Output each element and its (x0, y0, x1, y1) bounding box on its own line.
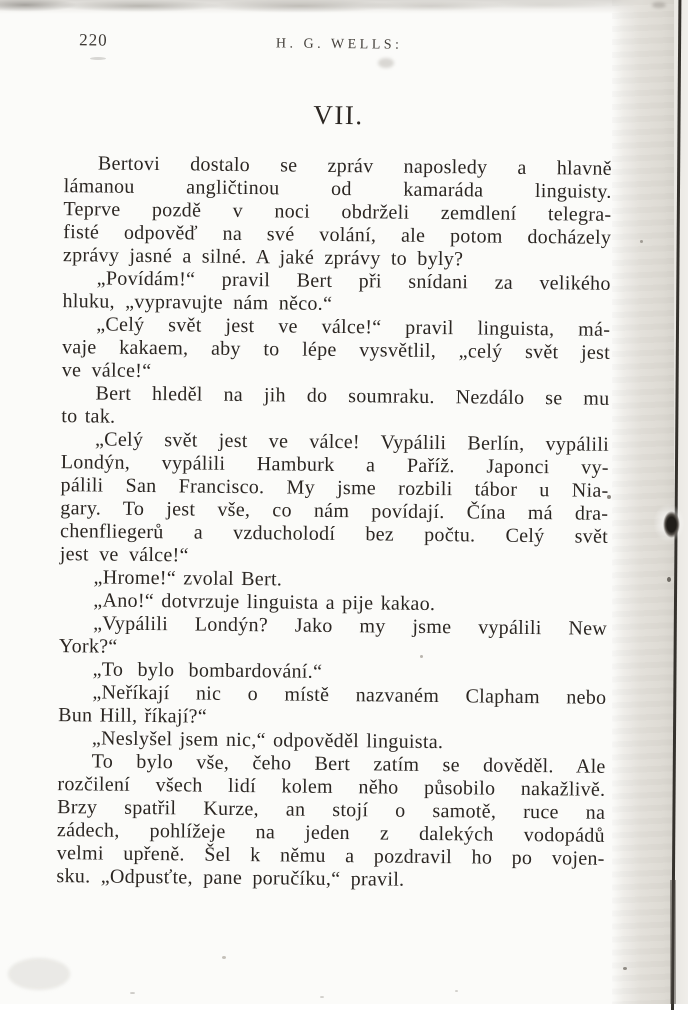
text-line: „Celý svět jest ve válce!“ pravil linguista, má- (96, 313, 611, 341)
text-line: „Neříkají nic o místě nazvaném Clapham nebo (92, 681, 607, 709)
text-line: „To bylo bombardování.“ (92, 658, 323, 683)
text-line: Bun Hill, říkají?“ (58, 704, 208, 728)
text-line: gary. To jest vše, co nám povídají. Čína má dra- (60, 497, 609, 525)
text-line: Teprve pozdě v noci obdrželi zemdlení telegra- (63, 198, 612, 226)
text-line: zádech, pohlížeje na jeden z dalekých vodopádů (56, 819, 606, 847)
body-text (56, 152, 612, 894)
text-line: pálili San Francisco. My jsme rozbili tábor u Nia- (60, 474, 609, 502)
text-line: rozčilení všech lidí kolem něho působilo nakažlivě. (57, 773, 606, 801)
text-line: vaje kakaem, aby to lépe vysvětlil, „celý svět jest (61, 336, 611, 364)
text-line: „Celý svět jest ve válce! Vypálili Berlín, vypálili (94, 428, 610, 456)
text-line: York?“ (58, 635, 118, 658)
text-line: „Vypálili Londýn? Jako my jsme vypálili New (93, 612, 608, 640)
running-header: H. G. WELLS: (275, 36, 403, 53)
text-line: „Ano!“ dotvrzuje linguista a pije kakao. (93, 589, 436, 616)
text-line: Bert hleděl na jih do soumraku. Nezdálo se mu (95, 382, 610, 410)
chapter-heading: VII. (313, 99, 364, 131)
text-line: ve válce!“ (61, 359, 152, 383)
text-line: lámanou angličtinou od kamaráda linguisty. (63, 175, 612, 203)
text-line: sku. „Odpusťte, pane poručíku,“ pravil. (56, 865, 405, 891)
text-line: Londýn, vypálili Hamburk a Paříž. Japonci vy- (60, 451, 609, 479)
text-line: fisté odpověď na své volání, ale potom docházely (63, 221, 612, 249)
text-line: hluku, „vypravujte nám něco.“ (62, 290, 333, 315)
text-line: zprávy jasné a silné. A jaké zprávy to byly? (62, 244, 464, 271)
text-line: Brzy spatřil Kurze, an stojí o samotě, ruce na (57, 796, 606, 824)
text-line: velmi upřeně. Šel k němu a pozdravil ho po vojen- (56, 842, 605, 870)
text-line: to tak. (61, 405, 116, 428)
text-line: jest ve válce!“ (59, 543, 189, 567)
text-line: „Povídám!“ pravil Bert při snídani za velikého (96, 267, 611, 295)
text-line: To bylo vše, čeho Bert zatím se dověděl. Ale (91, 750, 606, 778)
text-line: „Neslyšel jsem nic,“ odpověděl linguista. (91, 727, 444, 754)
text-line: „Hrome!“ zvolal Bert. (93, 566, 283, 591)
text-line: chenfliegerů a vzducholodí bez počtu. Celý svět (59, 520, 609, 548)
text-line: Bertovi dostalo se zpráv naposledy a hlavně (97, 152, 613, 180)
page-number: 220 (79, 30, 108, 50)
